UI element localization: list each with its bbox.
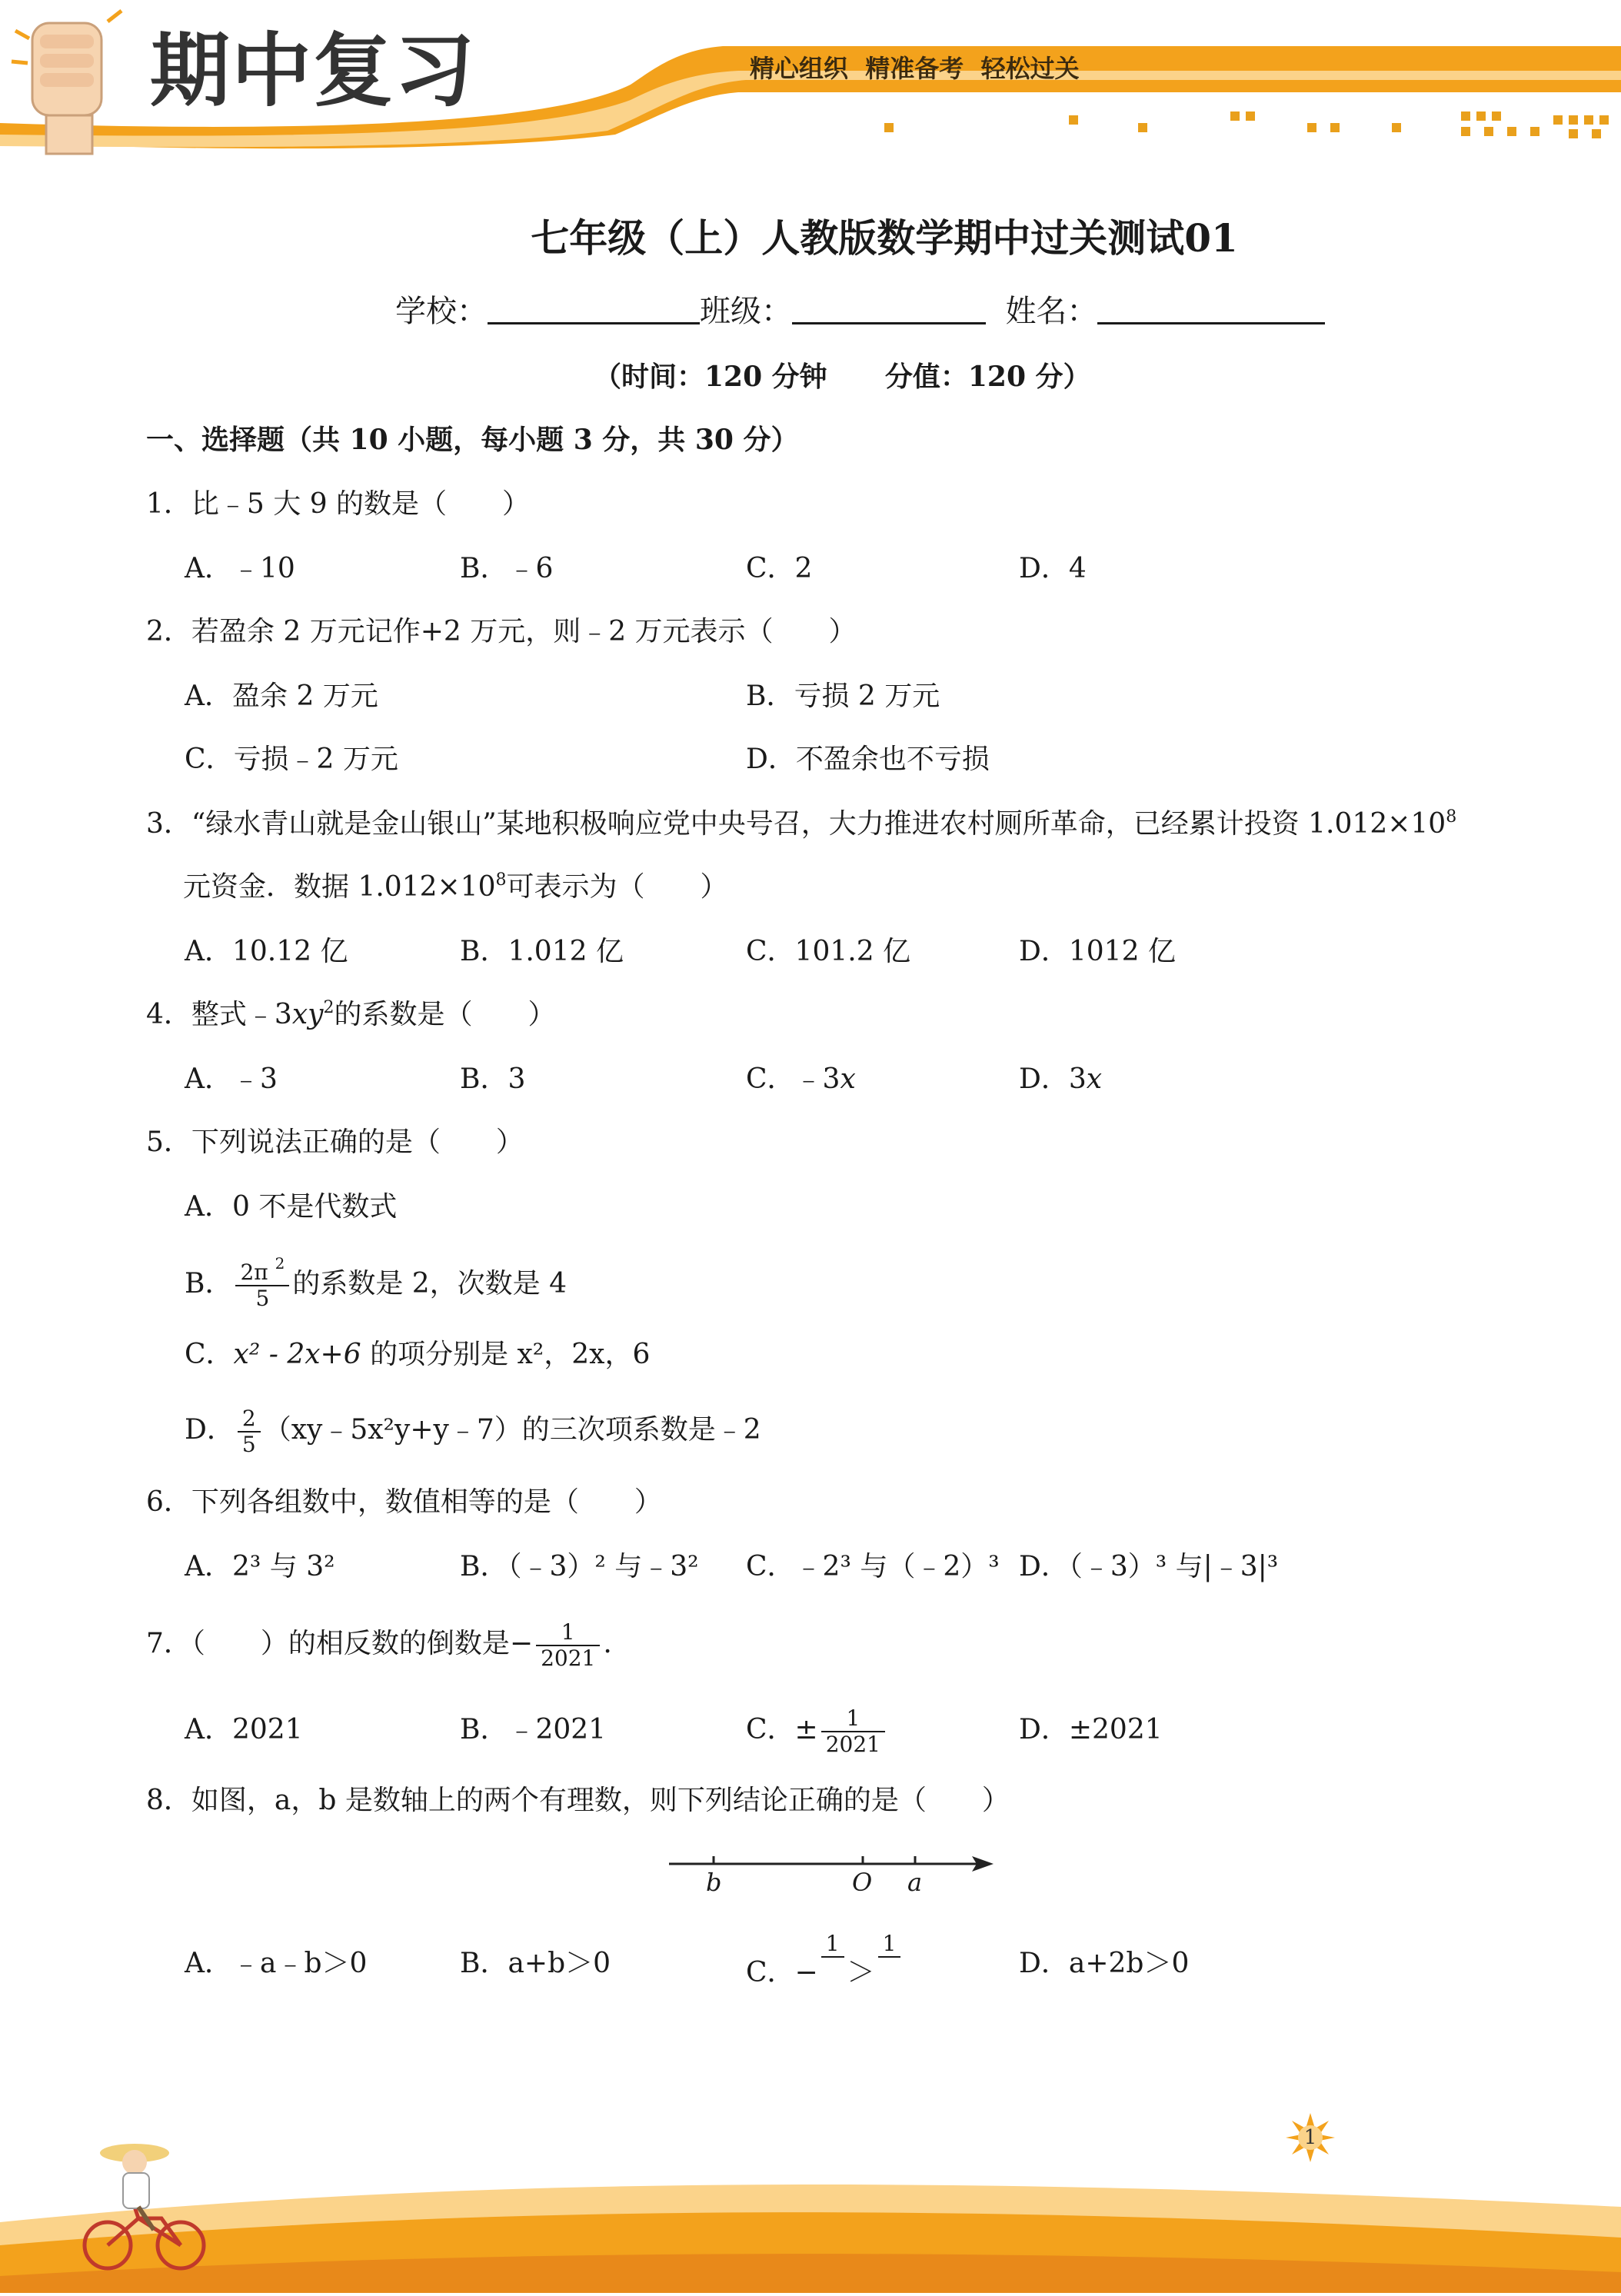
banner-slogan: 精心组织 精准备考 轻松过关	[750, 54, 1080, 83]
q2-option-d[interactable]: D．不盈余也不亏损	[746, 744, 990, 775]
q1-option-d[interactable]: D．4	[1019, 553, 1087, 584]
question-1-stem: 1．比﹣5 大 9 的数是（ ）	[146, 488, 531, 520]
q7-c-fraction	[821, 1706, 885, 1757]
q8-c-label: C．−	[746, 1957, 818, 1988]
q5-option-b[interactable]	[185, 1244, 567, 1324]
q4-stem-exp: 2	[323, 998, 335, 1017]
q1-option-b[interactable]: B．﹣6	[460, 553, 554, 584]
header-banner	[0, 0, 1621, 161]
q5-d-num: 2	[238, 1406, 261, 1433]
q5-b-fraction	[235, 1254, 289, 1311]
q4-d-var: x	[1086, 1063, 1103, 1095]
question-3-line2	[183, 870, 728, 904]
q5-c-text: 的项分别是 x²，2x，6	[370, 1339, 651, 1370]
q6-option-d[interactable]: D．（﹣3）³ 与|﹣3|³	[1019, 1551, 1279, 1582]
q8-c-fraction-2	[878, 1932, 901, 1982]
q3-option-a[interactable]: A．10.12 亿	[185, 936, 348, 967]
q4-stem-var: xy	[291, 999, 324, 1030]
q8-c-den-2	[878, 1958, 901, 1982]
q1-option-a[interactable]: A．﹣10	[185, 553, 295, 584]
q4-stem-b: 的系数是（ ）	[334, 999, 556, 1030]
q7-c-den: 2021	[825, 1732, 880, 1757]
q3-option-b[interactable]: B．1.012 亿	[460, 936, 624, 967]
class-field[interactable]	[792, 296, 986, 324]
q3-exponent: 8	[1446, 807, 1457, 827]
q5-d-label: D．	[185, 1414, 235, 1446]
q2-option-c[interactable]: C．亏损﹣2 万元	[185, 744, 398, 775]
exam-title: 七年级（上）人教版数学期中过关测试01	[531, 215, 1238, 261]
q2-option-a[interactable]: A．盈余 2 万元	[185, 680, 378, 712]
question-7-stem	[146, 1610, 612, 1678]
q4-option-d[interactable]	[1019, 1063, 1102, 1096]
q8-c-gt: ＞	[847, 1957, 875, 1988]
q3-option-c[interactable]: C．101.2 亿	[746, 936, 911, 967]
q8-option-b[interactable]: B．a+b＞0	[460, 1948, 611, 1979]
footer-banner	[0, 2122, 1621, 2293]
question-2-stem: 2．若盈余 2 万元记作+2 万元，则﹣2 万元表示（ ）	[146, 616, 857, 647]
q4-stem-a: 4．整式﹣3	[146, 999, 292, 1030]
q5-option-c[interactable]	[185, 1338, 650, 1372]
q5-b-den: 5	[255, 1286, 270, 1311]
q8-c-num-2: 1	[878, 1932, 901, 1958]
school-label: 学校：	[395, 294, 488, 329]
q7-c-num: 1	[821, 1706, 885, 1732]
q5-b-num: 2π	[240, 1259, 268, 1285]
q8-option-a[interactable]: A．﹣a﹣b＞0	[185, 1948, 368, 1979]
page-number: 1	[1303, 2126, 1317, 2149]
q3-option-d[interactable]: D．1012 亿	[1019, 936, 1176, 967]
q4-d-pre: D．3	[1019, 1063, 1087, 1095]
class-label: 班级：	[700, 294, 792, 329]
q5-b-text: 的系数是 2，次数是 4	[292, 1268, 568, 1299]
name-label: 姓名：	[1005, 294, 1098, 329]
q7-c-label: C．±	[746, 1714, 818, 1745]
q6-option-c[interactable]: C．﹣2³ 与（﹣2）³	[746, 1551, 1000, 1582]
q5-d-text: （xy﹣5x²y+y﹣7）的三次项系数是﹣2	[263, 1414, 761, 1446]
q7-option-d[interactable]: D．±2021	[1019, 1714, 1163, 1745]
question-6-stem: 6．下列各组数中，数值相等的是（ ）	[146, 1486, 662, 1518]
q5-c-expr: x² - 2x+6	[233, 1339, 361, 1370]
q5-d-fraction	[238, 1406, 261, 1457]
axis-label-a: a	[907, 1868, 923, 1897]
axis-label-o: O	[852, 1868, 873, 1897]
question-4-stem	[146, 998, 555, 1032]
footer-graphic	[0, 2122, 1621, 2293]
name-field[interactable]	[1097, 296, 1325, 324]
q7-fraction	[536, 1620, 600, 1671]
q7-stem-a: 7．（ ）的相反数的倒数是−	[146, 1628, 534, 1659]
section-heading: 一、选择题（共 10 小题，每小题 3 分，共 30 分）	[146, 424, 799, 456]
q8-c-den-1	[821, 1958, 844, 1982]
q3-line2-text-b: 可表示为（ ）	[506, 871, 728, 903]
page-number-badge	[1286, 2113, 1335, 2162]
q3-exponent-2: 8	[495, 870, 507, 890]
q5-c-label: C．	[185, 1339, 234, 1370]
q5-d-den: 5	[241, 1432, 256, 1457]
q8-option-c[interactable]	[746, 1932, 904, 2004]
q5-option-a[interactable]: A．0 不是代数式	[185, 1191, 398, 1223]
q4-option-c[interactable]	[746, 1063, 856, 1096]
number-line-figure	[661, 1845, 1000, 1899]
q4-c-pre: C．﹣3	[746, 1063, 840, 1095]
exam-meta: （时间：120 分钟 分值：120 分）	[594, 361, 1091, 393]
q5-b-exp: 2	[275, 1254, 285, 1273]
q6-option-b[interactable]: B．（﹣3）² 与﹣3²	[460, 1551, 699, 1582]
q8-option-d[interactable]: D．a+2b＞0	[1019, 1948, 1190, 1979]
question-8-stem: 8．如图，a，b 是数轴上的两个有理数，则下列结论正确的是（ ）	[146, 1785, 1010, 1816]
q5-b-label: B．	[185, 1268, 233, 1299]
q3-line1-text: 3．“绿水青山就是金山银山”某地积极响应党中央号召，大力推进农村厕所革命，已经累计投资 1.012×10	[146, 808, 1446, 840]
question-5-stem: 5．下列说法正确的是（ ）	[146, 1126, 524, 1158]
q7-option-c[interactable]	[746, 1693, 888, 1767]
q7-den: 2021	[541, 1645, 596, 1671]
student-info-line	[395, 292, 1325, 331]
q4-c-var: x	[840, 1063, 856, 1095]
decorative-dots	[884, 111, 1609, 138]
q6-option-a[interactable]: A．2³ 与 3²	[185, 1551, 335, 1582]
q8-c-num-1: 1	[821, 1932, 844, 1958]
q8-c-fraction-1	[821, 1932, 844, 1982]
q4-option-a[interactable]: A．﹣3	[185, 1063, 278, 1095]
q7-num: 1	[536, 1620, 600, 1646]
q7-option-a[interactable]: A．2021	[185, 1714, 303, 1745]
banner-title: 期中复习	[150, 24, 477, 118]
q7-option-b[interactable]: B．﹣2021	[460, 1714, 607, 1745]
q3-line2-text-a: 元资金．数据 1.012×10	[183, 871, 496, 903]
axis-label-b: b	[706, 1868, 722, 1897]
q5-option-d[interactable]	[185, 1390, 761, 1470]
q1-option-c[interactable]: C．2	[746, 553, 813, 584]
school-field[interactable]	[488, 296, 700, 324]
q4-option-b[interactable]: B．3	[460, 1063, 526, 1095]
q7-stem-b: .	[603, 1628, 612, 1659]
question-3-line1	[146, 807, 1456, 841]
q2-option-b[interactable]: B．亏损 2 万元	[746, 680, 940, 712]
